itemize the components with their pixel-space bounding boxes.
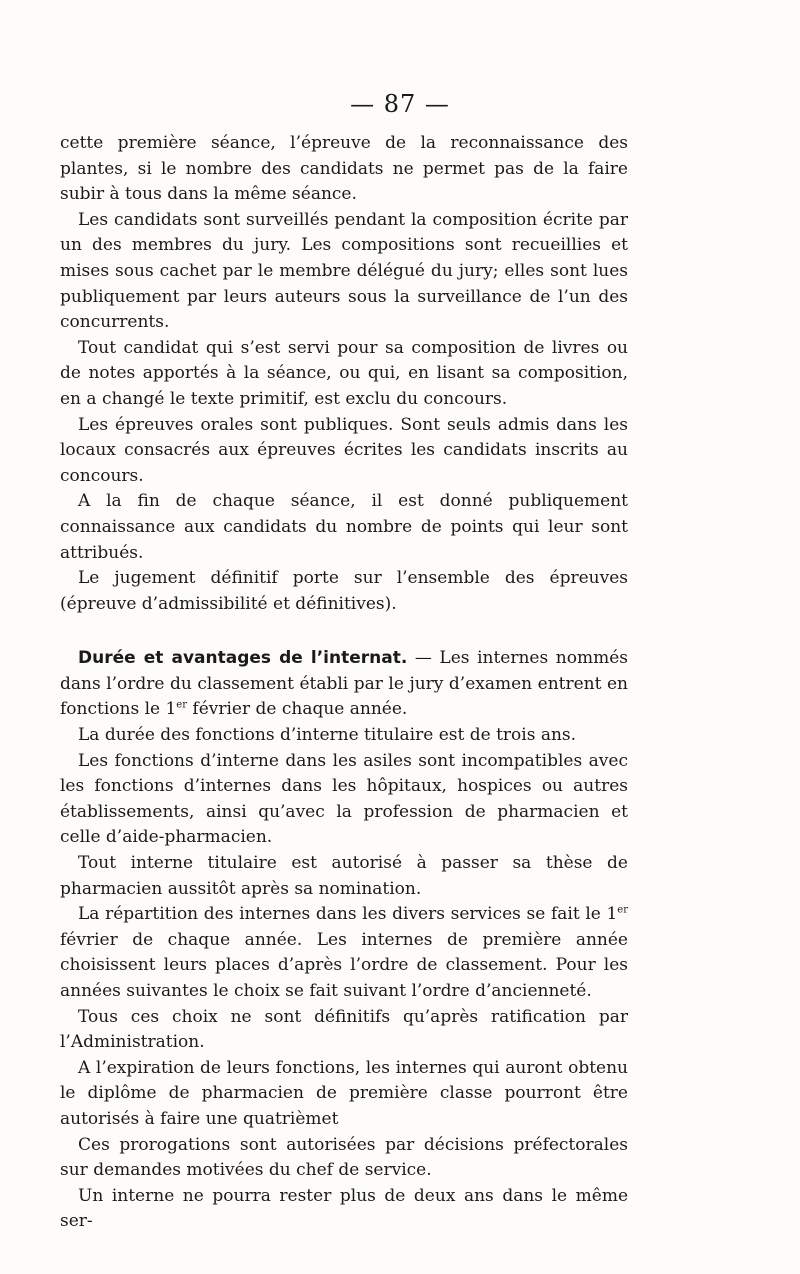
body-text: [60, 131, 628, 1235]
paragraph: A la fin de chaque séance, il est donné publiquement connaissance aux candidats du nombre de points qui leur sont attribués.: [60, 491, 628, 563]
paragraph-text: février de chaque année. Les internes de première année choisissent leurs places d’après l’ordre de classement. Pour les années suivantes le choix se fait suivant l’ordre d’ancienneté.: [60, 929, 628, 1001]
superscript: er: [176, 699, 187, 711]
section-gap: [60, 617, 628, 646]
paragraph: Le jugement définitif porte sur l’ensemble des épreuves (épreuve d’admissibilité et définitives).: [60, 568, 628, 614]
paragraph: Un interne ne pourra rester plus de deux ans dans le même ser-: [60, 1185, 628, 1232]
paragraph: [60, 902, 628, 1004]
paragraph: cette première séance, l’épreuve de la reconnaissance des plantes, si le nombre des candidats ne permet pas de la faire subir à tous dans la même séance.: [60, 133, 628, 205]
page-number: — 87 —: [350, 90, 450, 118]
superscript: er: [617, 904, 628, 916]
paragraph: Les épreuves orales sont publiques. Sont seuls admis dans les locaux consacrés aux épreuves écrites les candidats inscrits au concours.: [60, 414, 628, 486]
paragraph: Tout candidat qui s’est servi pour sa composition de livres ou de notes apportés à la séance, ou qui, en lisant sa composition, en a changé le texte primitif, est exclu du concours.: [60, 337, 628, 409]
section-lead-paragraph: [60, 646, 628, 723]
paragraph: A l’expiration de leurs fonctions, les internes qui auront obtenu le diplôme de pharmacien de première classe pourront être autorisés à faire une quatrièmet: [60, 1057, 628, 1129]
paragraph: Tout interne titulaire est autorisé à passer sa thèse de pharmacien aussitôt après sa nomination.: [60, 853, 628, 899]
paragraph-text: — Les internes nommés dans l’ordre du classement établi par le jury d’examen entrent en fonctions le 1: [60, 648, 628, 720]
paragraph-text: février de chaque année.: [187, 699, 408, 720]
paragraph-text: La répartition des internes dans les divers services se fait le 1: [78, 904, 618, 925]
paragraph: Tous ces choix ne sont définitifs qu’après ratification par l’Administration.: [60, 1006, 628, 1053]
section-heading: Durée et avantages de l’internat.: [78, 648, 408, 669]
paragraph: Les fonctions d’interne dans les asiles sont incompatibles avec les fonctions d’internes dans les hôpitaux, hospices ou autres établissements, ainsi qu’avec la profession de pharmacien et celle d’aide-pharmacien.: [60, 750, 628, 848]
paragraph: Ces prorogations sont autorisées par décisions préfectorales sur demandes motivées du chef de service.: [60, 1134, 628, 1181]
paragraph: Les candidats sont surveillés pendant la composition écrite par un des membres du jury. Les compositions sont recueillies et mises sous cachet par le membre délégué du jury; elles sont lues publiquement par leurs auteurs sous la surveillance de l’un des concurrents.: [60, 209, 628, 333]
paragraph: La durée des fonctions d’interne titulaire est de trois ans.: [78, 725, 577, 746]
